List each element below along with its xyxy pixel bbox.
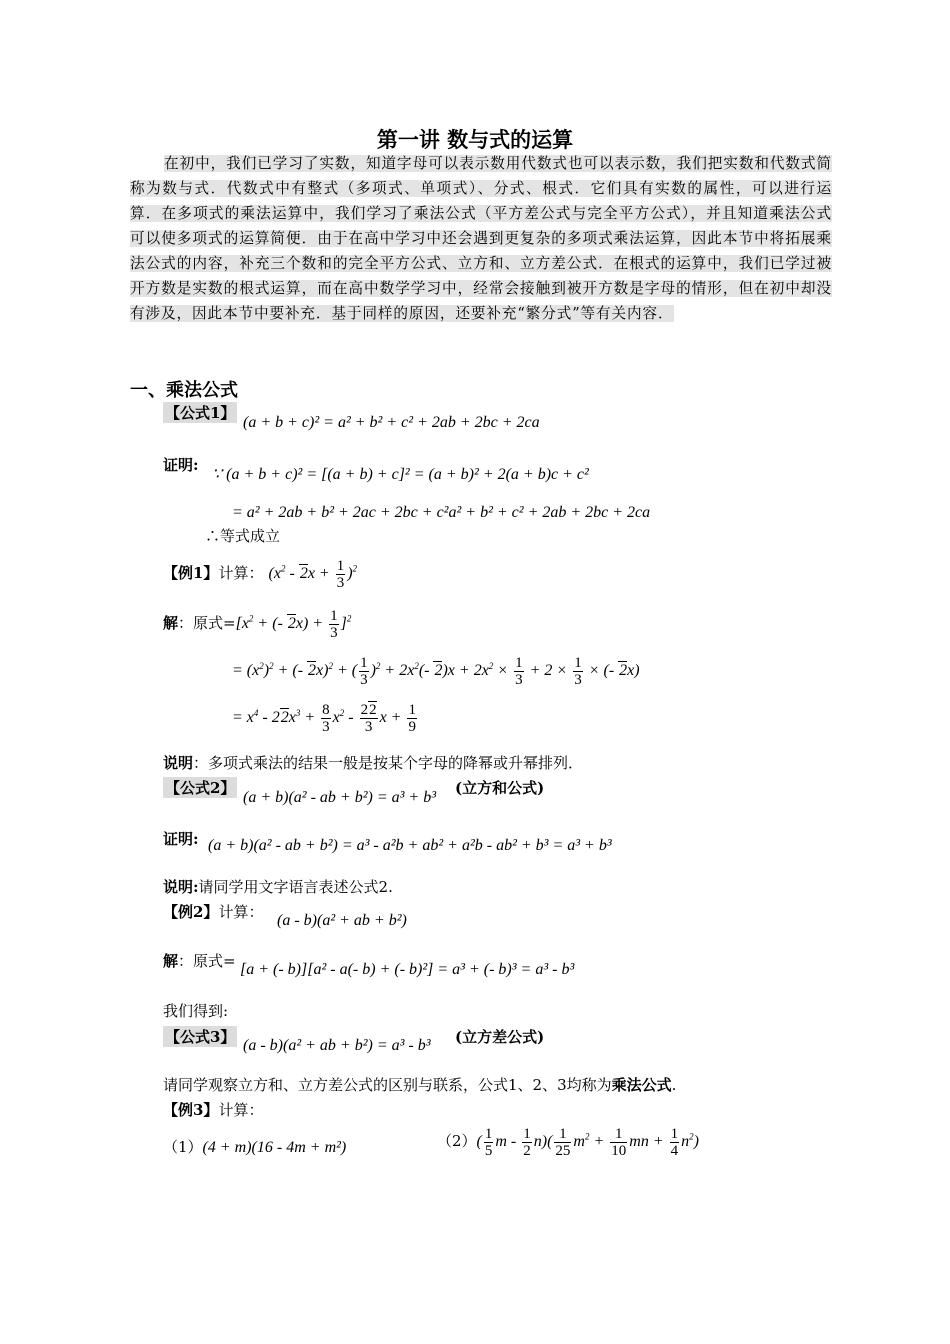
- proof-1-step-2: = a² + 2ab + b² + 2ac + 2bc + c²a² + b² + c² + 2ab + 2bc + 2ca: [232, 504, 651, 521]
- intro-line-1: 在初中，我们已学习了实数，知道字母可以表示数用代数式也可以表示数，我们把实数和: [164, 155, 770, 172]
- proof-1-label: 证明:: [163, 456, 199, 474]
- example-1-header: [163, 558, 357, 591]
- example-2-problem: (a - b)(a² + ab + b²): [277, 912, 407, 929]
- example-1-sol-text: ：原式=: [178, 614, 236, 633]
- intro-line-5: 式乘法运算，因此本节中将拓展乘法公式的内容，补充三个数和的完全平方公式、立方和、立: [130, 230, 832, 272]
- formula-1: (a + b + c)² = a² + b² + c² + 2ab + 2bc + 2ca: [243, 414, 540, 431]
- intro-line-7: 经常会接触到被开方数是字母的情形，但在初中却没有涉及，因此本节中要补充．基于同样的: [130, 280, 832, 322]
- example-3-problem-1: （1）(4 + m)(16 - 4m + m²): [163, 1138, 347, 1156]
- example-2-solution: [a + (- b)][a² - a(- b) + (- b)²] = a³ + (- b)³ = a³ - b³: [240, 961, 575, 978]
- example-1-solution-line-1: 解：原式$=[x^2$ + (- 2x) + $\frac{1}{3}$ ]$^2$: [163, 608, 352, 641]
- intro-line-2: 代数式简称为数与式．代数式中有整式（多项式、单项式）、分式、根式．它们具有实数的属: [130, 155, 832, 197]
- section-heading: 一、乘法公式: [130, 380, 238, 401]
- formula-3-tag: 【公式3】: [165, 1028, 236, 1046]
- example-3-problem-2: （2）( $\frac{1}{5}$ m - $\frac{1}{2}$ n)( $\frac{1}{25}$ $m^2$ + $\frac{1}{10}$ mn + $\frac{1}{4}$ $n^2$): [437, 1126, 699, 1159]
- example-1-solution-line-3: = $x^4 - 22x^3$ + $\frac{8}{3}$ $x^2$ - $\frac{22}{3}$ x + $\frac{1}{9}$: [232, 702, 416, 735]
- example-1-solution-line-2: = $(x^2)^2$ + (- 2x)$^2$ + ( $\frac{1}{3}$ )$^2 + 2x^2(-$ $2)x + 2x^2$ × $\frac{1}{3}$ + 2 × $\frac{1}{3}$ × (- 2x): [232, 655, 640, 688]
- example-1-label: 【例1】: [163, 564, 219, 583]
- proof-1-step-1: ∵ (a + b + c)² = [(a + b) + c]² = (a + b)² + 2(a + b)c + c²: [212, 466, 589, 483]
- intro-line-4: 式），并且知道乘法公式可以使多项式的运算简便．由于在高中学习中还会遇到更复杂的多项: [130, 205, 832, 247]
- formula-2: (a + b)(a² - ab + b²) = a³ + b³: [243, 789, 437, 806]
- formula-2-tag: 【公式2】: [165, 779, 236, 797]
- proof-2: (a + b)(a² - ab + b²) = a³ - a²b + ab² + a²b - ab² + b³ = a³ + b³: [208, 837, 612, 854]
- example-1-sol-label: 解: [163, 614, 179, 633]
- example-1-note: 说明：多项式乘法的结果一般是按某个字母的降幂或升幂排列．: [163, 754, 584, 772]
- page-title: 第一讲 数与式的运算: [376, 127, 574, 152]
- formula-2-note: 说明:请同学用文字语言表述公式2.: [163, 878, 393, 896]
- formula-3-name: (立方差公式): [455, 1028, 545, 1046]
- intro-line-6: 方差公式．在根式的运算中，我们已学过被开方数是实数的根式运算，而在高中数学学习中，: [130, 255, 832, 297]
- example-3-header: 【例3】计算：: [163, 1101, 264, 1119]
- intro-line-3: 性，可以进行运算．在多项式的乘法运算中，我们学习了乘法公式（平方差公式与完全平方公: [130, 180, 832, 222]
- example-1-ask: 计算：: [218, 564, 264, 583]
- proof-2-label: 证明:: [163, 830, 199, 848]
- formula-2-name: (立方和公式): [455, 779, 545, 797]
- intro-paragraph: [130, 151, 832, 326]
- intro-line-8: 原因，还要补充“繁分式”等有关内容．: [408, 305, 674, 322]
- we-get-text: 我们得到:: [163, 1002, 229, 1020]
- proof-1-conclusion: ∴等式成立: [205, 527, 281, 545]
- summary-line: 请同学观察立方和、立方差公式的区别与联系，公式1、2、3均称为乘法公式.: [163, 1076, 677, 1094]
- example-1-problem: ($x^2 - 2x$ + $\frac{1}{3}$ )$^2$: [268, 558, 358, 591]
- formula-3: (a - b)(a² + ab + b²) = a³ - b³: [243, 1037, 431, 1054]
- formula-1-tag: 【公式1】: [165, 404, 236, 422]
- example-2-solution-label: 解：原式=: [163, 952, 236, 970]
- example-2-header: 【例2】计算：: [163, 903, 264, 921]
